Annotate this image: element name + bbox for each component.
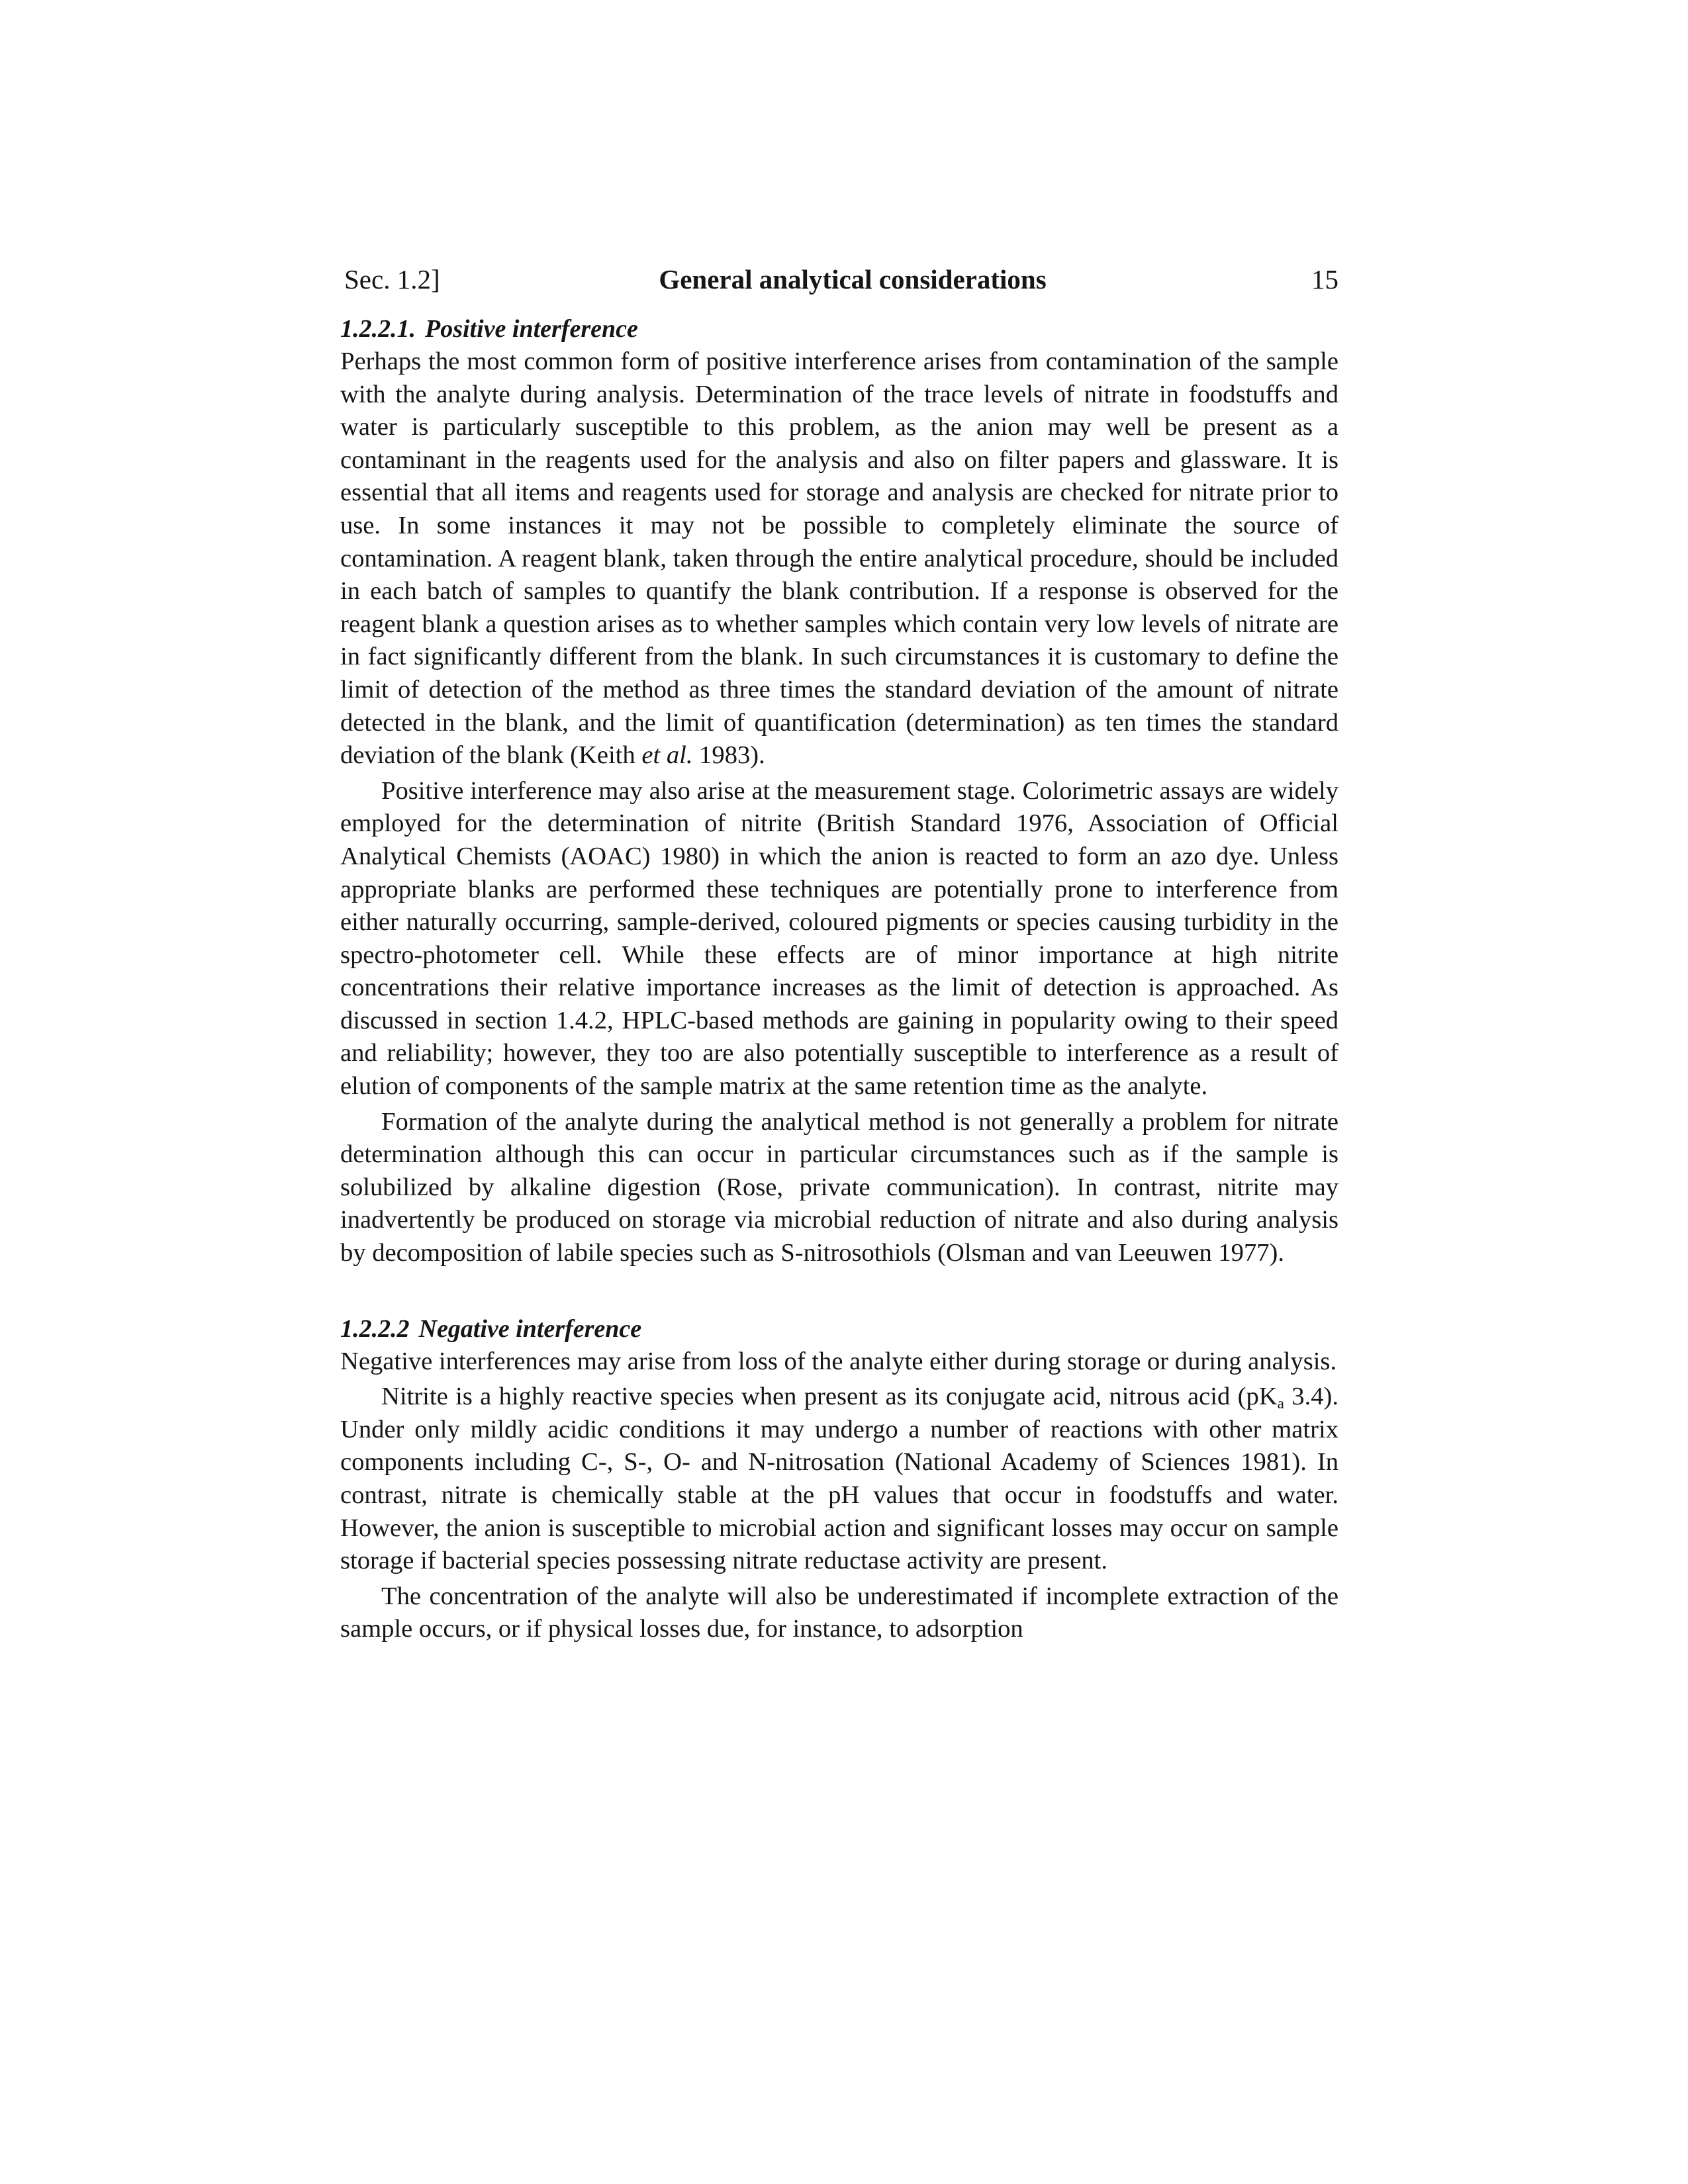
paragraph: Negative interferences may arise from loss of the analyte either during storage or during analysis. [340, 1347, 1337, 1375]
section-title: Positive interference [425, 315, 638, 343]
pka-subscript: a [1277, 1395, 1284, 1413]
paragraph [340, 345, 1338, 772]
section-spacer [340, 1270, 1338, 1304]
paragraph [340, 1381, 1338, 1578]
heading-positive-interference [340, 312, 1338, 345]
running-head [340, 258, 1338, 304]
paragraph: The concentration of the analyte will also be underestimated if incomplete extraction of the sample occurs, or if physical losses due, for instance, to adsorption [340, 1582, 1338, 1643]
paragraph: Positive interference may also arise at the measurement stage. Colorimetric assays are widely employed for the determination of nitrite (British Standard 1976, Association of Official Analytical Chemists (AOAC) 1980) in which the anion is reacted to form an azo dye. Unless appropriate blanks are performed these techniques are potentially prone to interference from either naturally occurring, sample-derived, coloured pigments or species causing turbidity in the spectro-photometer cell. While these effects are of minor importance at high nitrite concentrations their relative importance increases as the limit of detection is approached. As discussed in section 1.4.2, HPLC-based methods are gaining in popularity owing to their speed and reliability; however, they too are also potentially susceptible to interference as a result of elution of components of the sample matrix at the same retention time as the analyte. [340, 776, 1338, 1101]
paragraph-text-continued: 3.4). Under only mildly acidic conditions it may undergo a number of reactions with other matrix components including C-, S-, O- and N-nitrosation (National Academy of Sciences 1981). In contrast, nitrate is chemically stable at the pH values that occur in foodstuffs and water. However, the anion is susceptible to microbial action and significant losses may occur on sample storage if bacterial species possessing nitrate reductase activity are present. [340, 1383, 1338, 1575]
section-reference: Sec. 1.2] [344, 264, 440, 295]
citation-tail: 1983). [692, 741, 765, 770]
paragraph-text: Perhaps the most common form of positive interference arises from contamination of the sample with the analyte during analysis. Determination of the trace levels of nitrate in foodstuffs and water is particularly susceptible to this problem, as the anion may well be present as a contaminant in the reagents used for the analysis and also on filter papers and glassware. It is essential that all items and reagents used for storage and analysis are checked for nitrate prior to use. In some instances it may not be possible to completely eliminate the source of contamination. A reagent blank, taken through the entire analytical procedure, should be included in each batch of samples to quantify the blank contribution. If a response is observed for the reagent blank a question arises as to whether samples which contain very low levels of nitrate are in fact significantly different from the blank. In such circumstances it is customary to define the limit of detection of the method as three times the standard deviation of the amount of nitrate detected in the blank, and the limit of quantification (determination) as ten times the standard deviation of the blank (Keith [340, 347, 1338, 770]
section-number: 1.2.2.2 [340, 1314, 410, 1343]
paragraph: Formation of the analyte during the analytical method is not generally a problem for nitrate determination although this can occur in particular circumstances such as if the sample is solubilized by alkaline digestion (Rose, private communication). In contrast, nitrite may inadvertently be produced on storage via microbial reduction of nitrate and also during analysis by decomposition of labile species such as S-nitrosothiols (Olsman and van Leeuwen 1977). [340, 1107, 1338, 1267]
book-page [340, 258, 1338, 1646]
paragraph-text: Nitrite is a highly reactive species when present as its conjugate acid, nitrous acid (pK [381, 1383, 1278, 1411]
heading-negative-interference [340, 1312, 1338, 1345]
chapter-title: General analytical considerations [659, 264, 1047, 295]
section-number: 1.2.2.1. [340, 315, 416, 343]
section-title: Negative interference [418, 1314, 642, 1343]
page-number: 15 [1311, 264, 1338, 295]
citation-italic: et al. [641, 741, 693, 770]
